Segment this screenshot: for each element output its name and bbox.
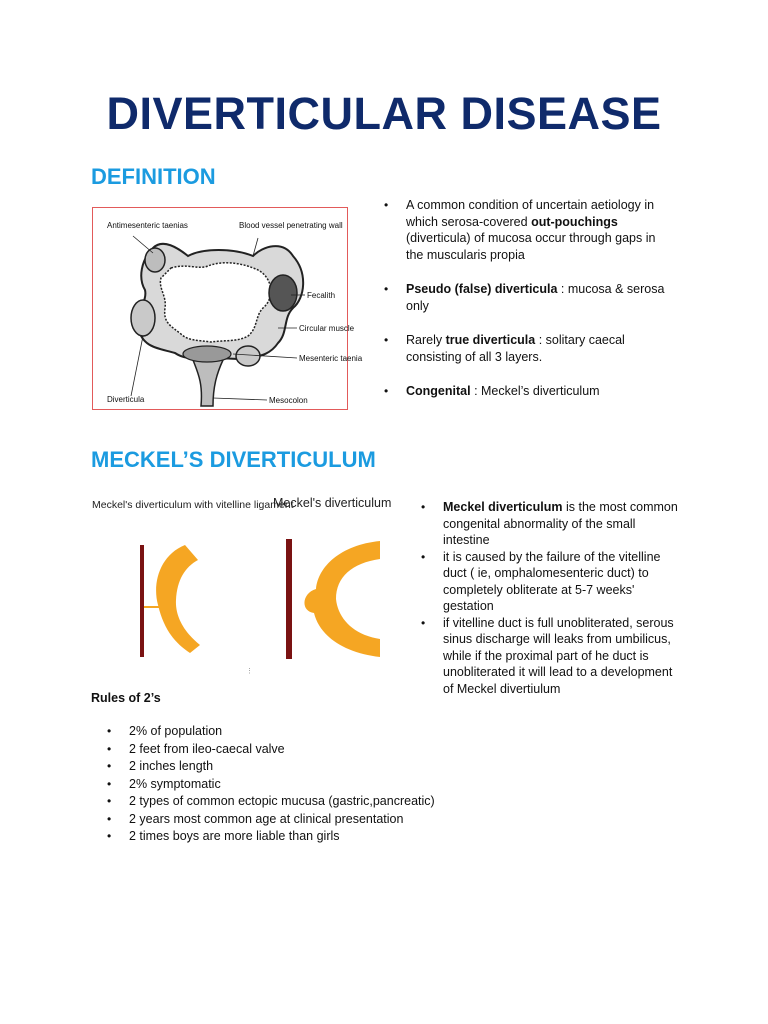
label-diverticula: Diverticula [107,395,145,404]
list-item [384,281,674,314]
label-mesenteric-taenia: Mesenteric taenia [299,354,363,363]
label-mesocolon: Mesocolon [269,396,308,405]
bullet-bold-text: true diverticula [445,333,536,347]
diverticulum-pouch [236,346,260,366]
mesocolon-shape [193,360,223,406]
fecalith-pouch [269,275,297,311]
bullet-bold-text: Pseudo (false) diverticula [406,282,558,296]
meckel-vitelline-illustration [130,535,230,660]
label-blood-vessel: Blood vessel penetrating wall [239,221,343,230]
meckel-caption-plain: Meckel's diverticulum [273,496,392,510]
bullet-bold-text: Meckel diverticulum [443,500,563,514]
list-item: • 2 types of common ectopic mucusa (gastric,pancreatic) [107,793,527,811]
bullet-text: : Meckel’s diverticulum [470,384,600,398]
list-item: • 2 feet from ileo-caecal valve [107,741,527,759]
meckel-bullet-list [421,499,679,697]
list-item [384,332,674,365]
bullet-text: Rarely [406,333,446,347]
colon-diverticula-figure [92,207,363,410]
bullet-text: is the most common congenital abnormality of the small intestine [443,500,678,547]
list-item [421,499,679,549]
diverticulum-shape [156,545,200,653]
list-item: • 2% symptomatic [107,776,527,794]
list-item: • 2 inches length [107,758,527,776]
small-mark: ⋮ [246,668,253,675]
label-fecalith: Fecalith [307,291,336,300]
diverticulum-shape [304,541,380,657]
list-item [421,549,679,615]
bullet-bold-text: out-pouchings [531,214,618,229]
colon-cross-section-diagram [93,208,363,408]
bullet-bold-text: Congenital [406,384,471,398]
bullet-text: A common condition of uncertain aetiology in which serosa-covered [406,198,655,229]
bowel-wall-bar [286,539,292,659]
bullet-text: it is caused by the failure of the vitelline duct ( ie, omphalomesenteric duct) to completely obliterate at 5-7 weeks' gestation [443,549,661,613]
bullet-text: : mucosa & serosa only [406,282,665,313]
label-antimesenteric: Antimesenteric taenias [107,221,188,230]
list-item: • 2% of population [107,723,527,741]
bullet-text: (diverticula) of mucosa occur through gaps in the muscularis propia [406,231,656,262]
label-circular-muscle: Circular muscle [299,324,355,333]
list-item [384,197,674,263]
rules-list [107,723,527,846]
list-item [384,383,674,400]
meckel-caption-vitelline: Meckel's diverticulum with vitelline ligament [92,499,294,511]
diverticulum-pouch [145,248,165,272]
rules-heading: Rules of 2’s [91,691,161,705]
page-title: DIVERTICULAR DISEASE [106,88,662,139]
list-item: • 2 years most common age at clinical presentation [107,811,527,829]
list-item [421,615,679,698]
definition-heading: DEFINITION [91,164,216,189]
list-item: • 2 times boys are more liable than girls [107,828,527,846]
meckel-heading: MECKEL’S DIVERTICULUM [91,447,376,472]
bullet-text: : solitary caecal consisting of all 3 layers. [406,333,625,364]
meckel-simple-illustration [280,527,400,662]
definition-bullet-list [384,197,674,418]
bullet-text: if vitelline duct is full unobliterated, serous sinus discharge will leaks from umbilicus, while if the proximal part of he duct is unobliterated it will lead to a development of Meckel divertiulum [443,615,674,696]
diverticulum-pouch [131,300,155,336]
bowel-wall-bar [140,545,144,657]
mesenteric-taenia-shape [183,346,231,362]
